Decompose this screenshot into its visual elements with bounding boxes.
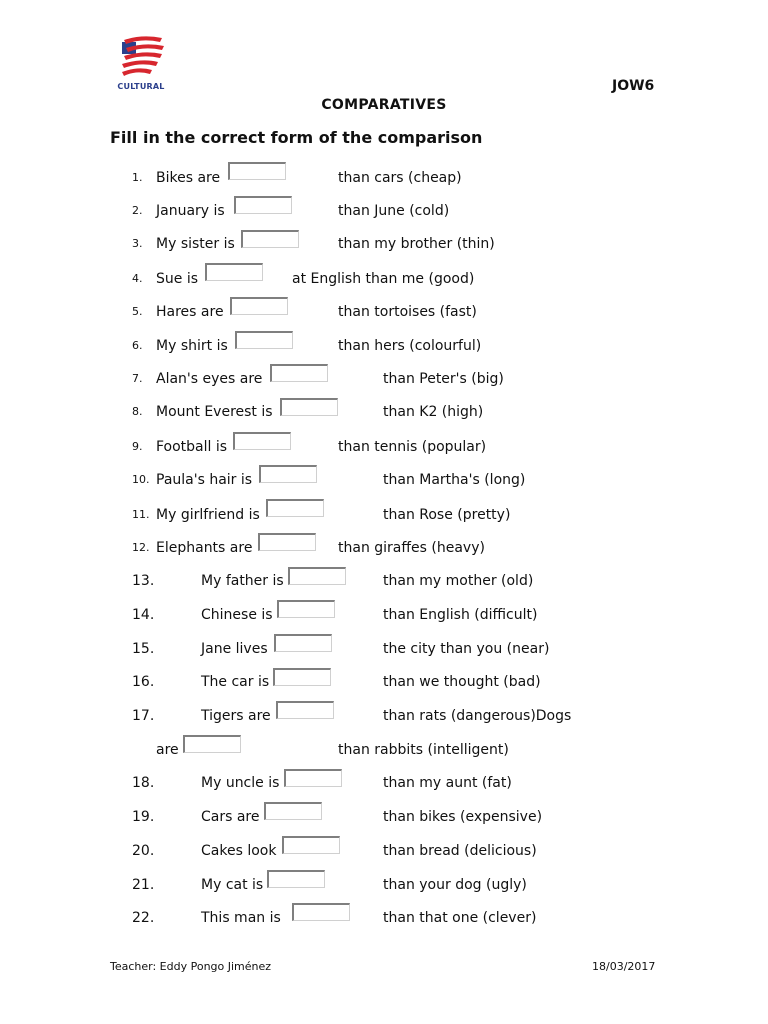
item-number: 15.	[132, 641, 155, 657]
item-suffix: than we thought (bad)	[383, 674, 541, 690]
logo-text: CULTURAL	[117, 82, 165, 91]
answer-input[interactable]	[292, 903, 350, 921]
item-prefix: Mount Everest is	[156, 404, 273, 420]
item-suffix: than my brother (thin)	[338, 236, 495, 252]
answer-input[interactable]	[233, 432, 291, 450]
item-prefix: January is	[156, 203, 225, 219]
item-suffix: than K2 (high)	[383, 404, 484, 420]
flag-logo-icon	[112, 34, 170, 82]
answer-input[interactable]	[277, 600, 335, 618]
item-prefix: are	[156, 742, 179, 758]
item-suffix: than Rose (pretty)	[383, 507, 511, 523]
item-number: 11.	[132, 508, 150, 521]
item-prefix: Paula's hair is	[156, 472, 253, 488]
item-number: 5.	[132, 305, 143, 318]
worksheet-date: 18/03/2017	[592, 960, 656, 973]
item-number: 2.	[132, 204, 143, 217]
item-prefix: Alan's eyes are	[156, 371, 263, 387]
item-prefix: Cars are	[201, 809, 260, 825]
answer-input[interactable]	[228, 162, 286, 180]
answer-input[interactable]	[258, 533, 316, 551]
item-suffix: than June (cold)	[338, 203, 450, 219]
item-suffix: than rats (dangerous)Dogs	[383, 708, 572, 724]
item-number: 8.	[132, 405, 143, 418]
item-prefix: Hares are	[156, 304, 224, 320]
item-prefix: My uncle is	[201, 775, 280, 791]
item-suffix: than bikes (expensive)	[383, 809, 543, 825]
answer-input[interactable]	[284, 769, 342, 787]
item-suffix: than giraffes (heavy)	[338, 540, 485, 556]
item-prefix: Elephants are	[156, 540, 253, 556]
item-suffix: than English (difficult)	[383, 607, 538, 623]
answer-input[interactable]	[230, 297, 288, 315]
item-number: 21.	[132, 877, 155, 893]
item-number: 7.	[132, 372, 143, 385]
answer-input[interactable]	[270, 364, 328, 382]
item-number: 10.	[132, 473, 150, 486]
item-number: 22.	[132, 910, 155, 926]
item-number: 19.	[132, 809, 155, 825]
item-suffix: than Martha's (long)	[383, 472, 526, 488]
item-prefix: My father is	[201, 573, 284, 589]
item-prefix: Bikes are	[156, 170, 221, 186]
answer-input[interactable]	[273, 668, 331, 686]
item-number: 1.	[132, 171, 143, 184]
item-suffix: than bread (delicious)	[383, 843, 537, 859]
item-number: 3.	[132, 237, 143, 250]
item-suffix: than tennis (popular)	[338, 439, 487, 455]
answer-input[interactable]	[241, 230, 299, 248]
item-prefix: Football is	[156, 439, 228, 455]
item-suffix: than your dog (ugly)	[383, 877, 527, 893]
item-prefix: Jane lives	[201, 641, 268, 657]
item-suffix: than hers (colourful)	[338, 338, 482, 354]
answer-input[interactable]	[288, 567, 346, 585]
item-number: 17.	[132, 708, 155, 724]
answer-input[interactable]	[280, 398, 338, 416]
item-number: 20.	[132, 843, 155, 859]
item-prefix: Sue is	[156, 271, 199, 287]
item-prefix: Tigers are	[201, 708, 271, 724]
item-suffix: than tortoises (fast)	[338, 304, 477, 320]
item-prefix: My girlfriend is	[156, 507, 260, 523]
item-prefix: Chinese is	[201, 607, 273, 623]
item-number: 12.	[132, 541, 150, 554]
answer-input[interactable]	[205, 263, 263, 281]
item-suffix: than my aunt (fat)	[383, 775, 512, 791]
item-prefix: My cat is	[201, 877, 264, 893]
item-number: 18.	[132, 775, 155, 791]
item-suffix: than my mother (old)	[383, 573, 534, 589]
item-prefix: Cakes look	[201, 843, 277, 859]
answer-input[interactable]	[282, 836, 340, 854]
answer-input[interactable]	[235, 331, 293, 349]
item-number: 6.	[132, 339, 143, 352]
item-suffix: the city than you (near)	[383, 641, 550, 657]
answer-input[interactable]	[264, 802, 322, 820]
cultural-logo	[112, 34, 170, 92]
answer-input[interactable]	[266, 499, 324, 517]
item-number: 14.	[132, 607, 155, 623]
answer-input[interactable]	[274, 634, 332, 652]
item-prefix: The car is	[201, 674, 270, 690]
worksheet-code: JOW6	[612, 78, 655, 94]
instructions: Fill in the correct form of the comparison	[110, 128, 483, 147]
item-number: 9.	[132, 440, 143, 453]
answer-input[interactable]	[259, 465, 317, 483]
item-suffix: at English than me (good)	[292, 271, 475, 287]
item-number: 4.	[132, 272, 143, 285]
item-suffix: than cars (cheap)	[338, 170, 462, 186]
answer-input[interactable]	[183, 735, 241, 753]
item-number: 16.	[132, 674, 155, 690]
item-suffix: than rabbits (intelligent)	[338, 742, 509, 758]
item-suffix: than that one (clever)	[383, 910, 537, 926]
answer-input[interactable]	[234, 196, 292, 214]
item-prefix: My shirt is	[156, 338, 228, 354]
answer-input[interactable]	[276, 701, 334, 719]
item-prefix: My sister is	[156, 236, 235, 252]
teacher-name: Teacher: Eddy Pongo Jiménez	[110, 960, 272, 973]
item-suffix: than Peter's (big)	[383, 371, 504, 387]
item-prefix: This man is	[201, 910, 281, 926]
answer-input[interactable]	[267, 870, 325, 888]
page-title: COMPARATIVES	[321, 97, 447, 113]
item-number: 13.	[132, 573, 155, 589]
